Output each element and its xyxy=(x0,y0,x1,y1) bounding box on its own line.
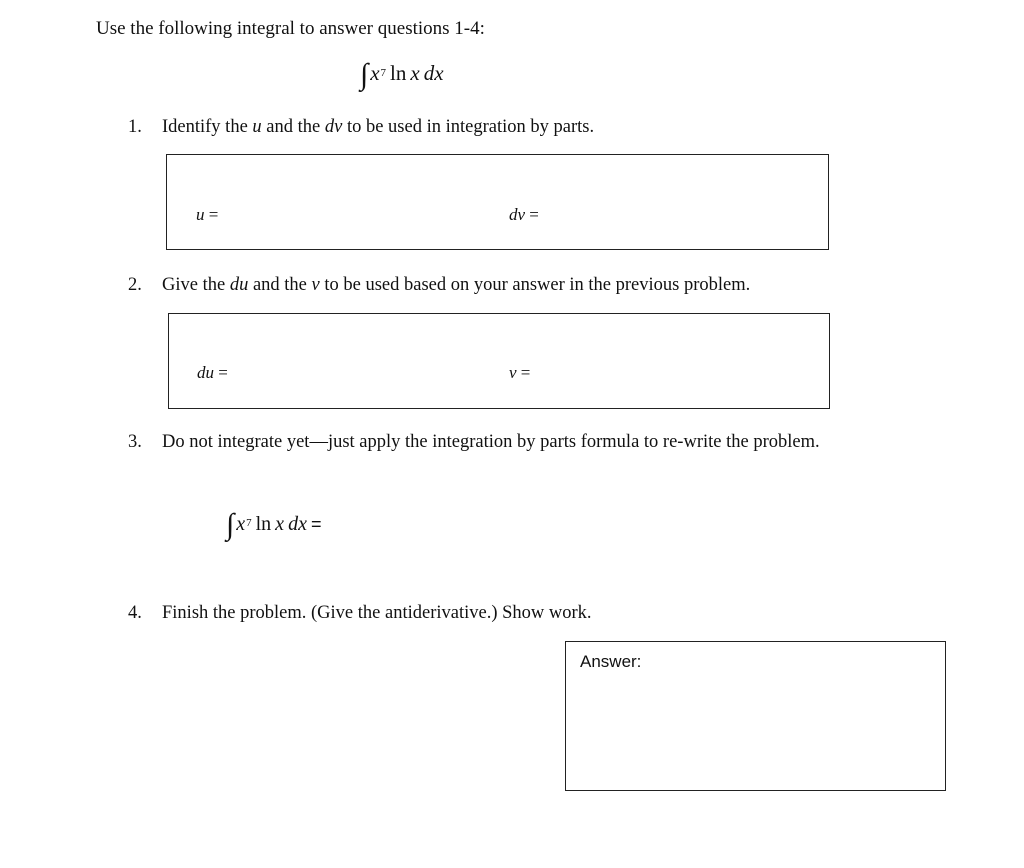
rewrite-integral-expression xyxy=(226,506,322,541)
integral-differential: dx xyxy=(288,513,307,535)
question-3-text: Do not integrate yet—just apply the integration by parts formula to re-write the problem. xyxy=(162,432,820,452)
answer-box-du-v[interactable] xyxy=(168,313,830,409)
question-1-text: Identify the u and the dv to be used in integration by parts. xyxy=(162,117,595,137)
equals-sign: = xyxy=(310,514,322,534)
question-4-text: Finish the problem. (Give the antiderivative.) Show work. xyxy=(162,603,592,623)
question-4-number: 4. xyxy=(128,603,142,623)
answer-box-u-dv[interactable] xyxy=(166,154,829,250)
integral-function: ln xyxy=(390,61,407,85)
question-2-text: Give the du and the v to be used based on your answer in the previous problem. xyxy=(162,275,751,295)
integral-arg: x xyxy=(410,61,420,85)
main-integral-expression xyxy=(360,56,444,91)
question-1-number: 1. xyxy=(128,117,142,137)
dv-label: dv = xyxy=(509,205,539,224)
integral-arg: x xyxy=(275,513,285,535)
v-label: v = xyxy=(509,363,531,382)
question-3-number: 3. xyxy=(128,432,142,452)
integral-function: ln xyxy=(255,513,272,535)
integral-base: x xyxy=(236,513,246,535)
question-2-number: 2. xyxy=(128,275,142,295)
u-label: u = xyxy=(196,205,219,224)
integral-base: x xyxy=(370,61,380,85)
answer-label: Answer: xyxy=(580,652,642,671)
integral-differential: dx xyxy=(423,61,444,85)
integral-exponent: 7 xyxy=(246,517,252,529)
instructions-heading: Use the following integral to answer questions 1-4: xyxy=(96,18,485,39)
du-label: du = xyxy=(197,363,228,382)
integral-sign: ∫ xyxy=(360,58,369,91)
integral-sign: ∫ xyxy=(226,508,235,541)
integral-exponent: 7 xyxy=(380,67,387,79)
